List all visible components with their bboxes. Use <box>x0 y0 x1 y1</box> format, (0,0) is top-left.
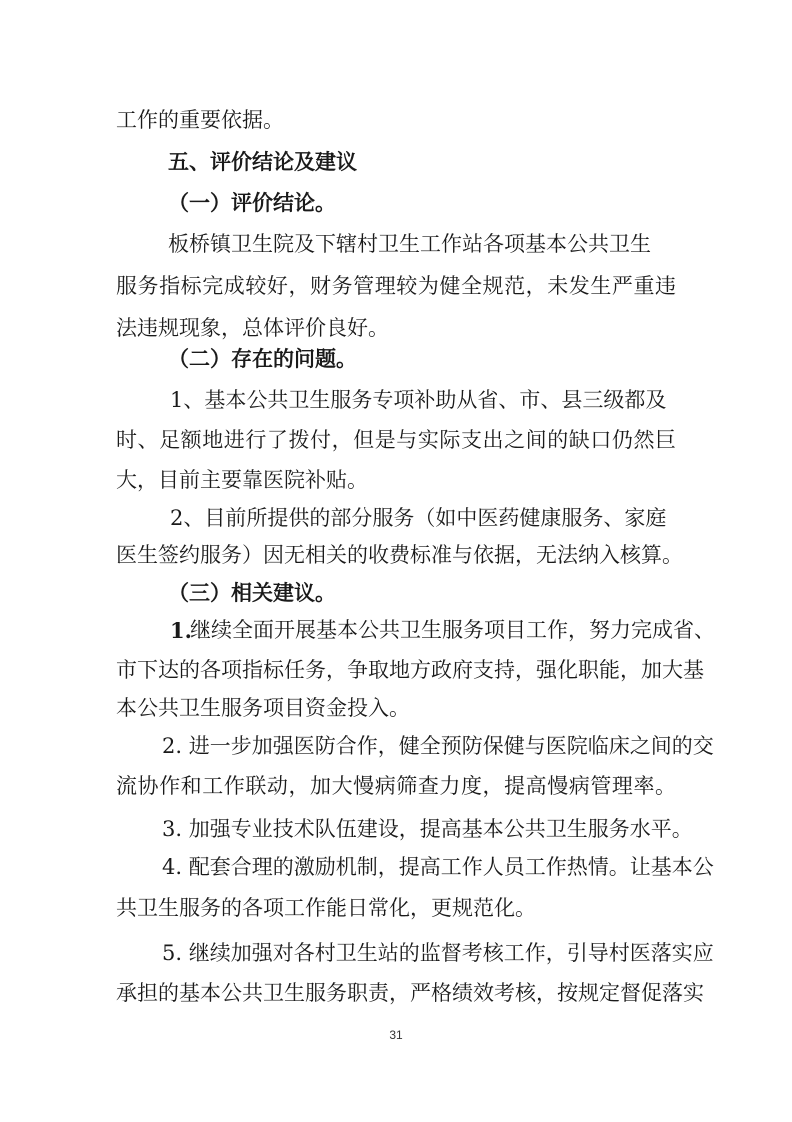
paragraph-line: 继续全面开展基本公共卫生服务项目工作，努力完成省、 <box>190 618 715 642</box>
paragraph-line: 2、目前所提供的部分服务（如中医药健康服务、家庭 <box>170 506 667 530</box>
subsection-heading: （二）存在的问题。 <box>168 346 357 371</box>
paragraph-line: 流协作和工作联动，加大慢病筛查力度，提高慢病管理率。 <box>116 774 676 798</box>
subsection-heading: （三）相关建议。 <box>168 580 336 605</box>
paragraph-line: 1、基本公共卫生服务专项补助从省、市、县三级都及 <box>170 388 667 412</box>
paragraph-line: 时、足额地进行了拨付，但是与实际支出之间的缺口仍然巨 <box>116 428 676 452</box>
paragraph-line: 2. 进一步加强医防合作，健全预防保健与医院临床之间的交 <box>162 734 714 758</box>
paragraph-line: 板桥镇卫生院及下辖村卫生工作站各项基本公共卫生 <box>168 232 651 256</box>
paragraph-line: 服务指标完成较好，财务管理较为健全规范，未发生严重违 <box>116 274 676 298</box>
subsection-heading: （一）评价结论。 <box>168 190 336 215</box>
paragraph-line: 市下达的各项指标任务，争取地方政府支持，强化职能，加大基 <box>116 658 704 682</box>
paragraph-line: 4. 配套合理的激励机制，提高工作人员工作热情。让基本公 <box>162 855 714 879</box>
paragraph-line: 工作的重要依据。 <box>116 108 284 132</box>
paragraph-line: 承担的基本公共卫生服务职责，严格绩效考核，按规定督促落实 <box>116 981 704 1005</box>
paragraph-line: 共卫生服务的各项工作能日常化，更规范化。 <box>116 896 536 920</box>
paragraph-line: 法违规现象，总体评价良好。 <box>116 316 389 340</box>
paragraph-line: 3. 加强专业技术队伍建设，提高基本公共卫生服务水平。 <box>162 817 693 841</box>
paragraph-line: 5. 继续加强对各村卫生站的监督考核工作，引导村医落实应 <box>162 941 714 965</box>
section-heading: 五、评价结论及建议 <box>168 149 357 174</box>
paragraph-line: 大，目前主要靠医院补贴。 <box>116 468 368 492</box>
list-number: 1. <box>170 618 192 643</box>
page-number: 31 <box>389 1028 403 1042</box>
paragraph-line: 医生签约服务）因无相关的收费标准与依据，无法纳入核算。 <box>116 543 683 567</box>
paragraph-line: 本公共卫生服务项目资金投入。 <box>116 696 410 720</box>
